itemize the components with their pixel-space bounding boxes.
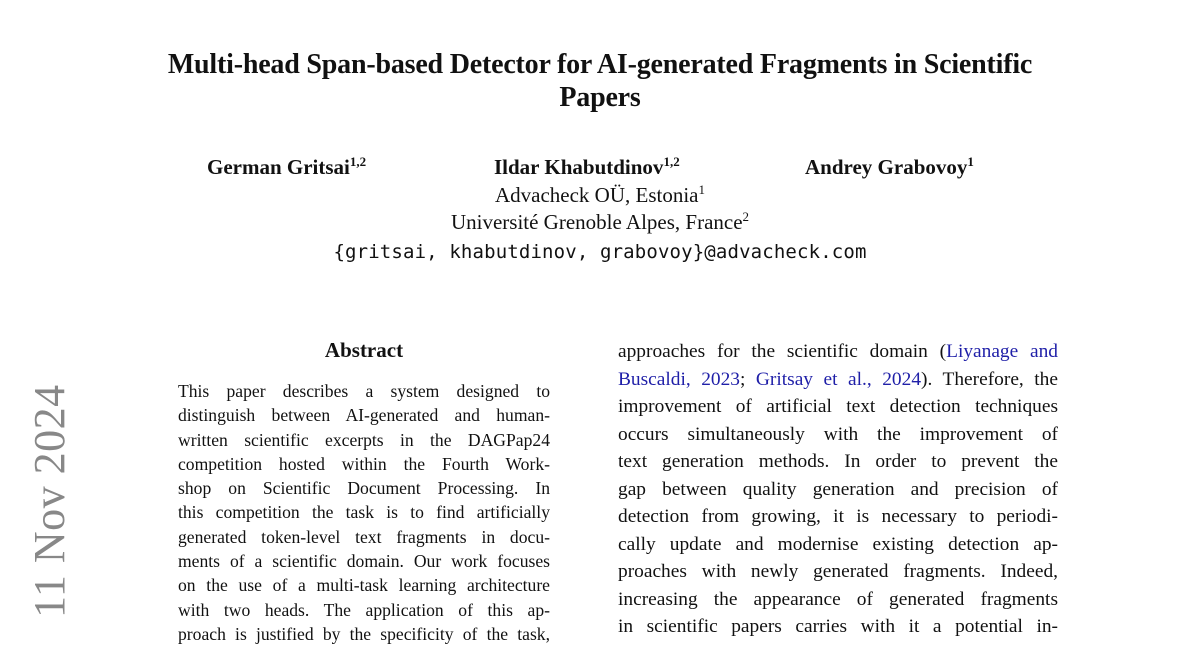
affiliation-line <box>0 182 1200 208</box>
author-name <box>207 154 366 180</box>
abstract-line: This paper describes a system designed to <box>178 381 550 401</box>
author-emails: {gritsai, khabutdinov, grabovoy}@advacheck.com <box>333 241 867 263</box>
body-line: in scientific papers carries with it a potential in- <box>618 616 1058 637</box>
arxiv-date-stamp: 11 Nov 2024 <box>25 384 74 618</box>
body-line-text: approaches for the scientific domain ( <box>618 341 947 362</box>
body-line: improvement of artificial text detection techniques <box>618 396 1058 417</box>
citation-separator: ; <box>740 368 756 390</box>
abstract-line: competition hosted within the Fourth Work- <box>178 453 550 474</box>
abstract-line: on the use of a multi-task learning architecture <box>178 575 550 596</box>
body-line <box>618 366 1058 394</box>
abstract-line: generated token-level text fragments in docu- <box>178 526 550 547</box>
abstract-line: distinguish between AI-generated and human- <box>178 405 550 426</box>
author-name <box>805 154 974 180</box>
body-line: occurs simultaneously with the improvement of <box>618 423 1058 445</box>
body-line: text generation methods. In order to prevent the <box>618 451 1058 472</box>
citation-link[interactable]: Liyanage and <box>946 341 1059 362</box>
author-name-text: German Gritsai <box>207 155 350 179</box>
body-line: increasing the appearance of generated fragments <box>618 588 1058 610</box>
body-line <box>618 338 1058 366</box>
paper-title: Multi-head Span-based Detector for AI-generated Fragments in Scientific Papers <box>167 49 1033 113</box>
author-affiliation-mark: 1,2 <box>663 154 680 169</box>
affiliation-name: Université Grenoble Alpes, France <box>450 210 743 234</box>
abstract-line: shop on Scientific Document Processing. In <box>178 478 550 499</box>
body-line: proaches with newly generated fragments. Indeed, <box>618 561 1058 582</box>
affiliation-mark: 2 <box>742 209 750 224</box>
body-line: detection from growing, it is necessary to periodi- <box>618 506 1058 527</box>
abstract-line: written scientific excerpts in the DAGPap24 <box>178 429 550 450</box>
abstract-heading: Abstract <box>324 338 404 362</box>
body-line: gap between quality generation and precision of <box>618 478 1058 500</box>
affiliation-mark: 1 <box>698 182 706 197</box>
abstract-line: this competition the task is to find artificially <box>178 502 550 523</box>
author-affiliation-mark: 1 <box>967 154 974 169</box>
body-text-column <box>618 338 1058 641</box>
abstract-line: ments of a scientific domain. Our work focuses <box>178 551 550 572</box>
citation-link[interactable]: Gritsay et al., 2024 <box>755 368 922 390</box>
body-line-text: ). Therefore, the <box>921 368 1058 390</box>
author-affiliation-mark: 1,2 <box>349 154 367 169</box>
abstract-line: with two heads. The application of this ap- <box>178 599 550 620</box>
author-name-text: Ildar Khabutdinov <box>494 155 664 179</box>
author-name-text: Andrey Grabovoy <box>805 155 968 179</box>
body-line: cally update and modernise existing detection ap- <box>618 533 1058 555</box>
abstract-body <box>178 379 550 646</box>
affiliation-line <box>0 209 1200 235</box>
abstract-line: proach is justified by the specificity of the task, <box>178 623 550 644</box>
citation-link[interactable]: Buscaldi, 2023 <box>618 368 741 390</box>
affiliation-name: Advacheck OÜ, Estonia <box>494 183 699 207</box>
author-name <box>494 154 680 180</box>
